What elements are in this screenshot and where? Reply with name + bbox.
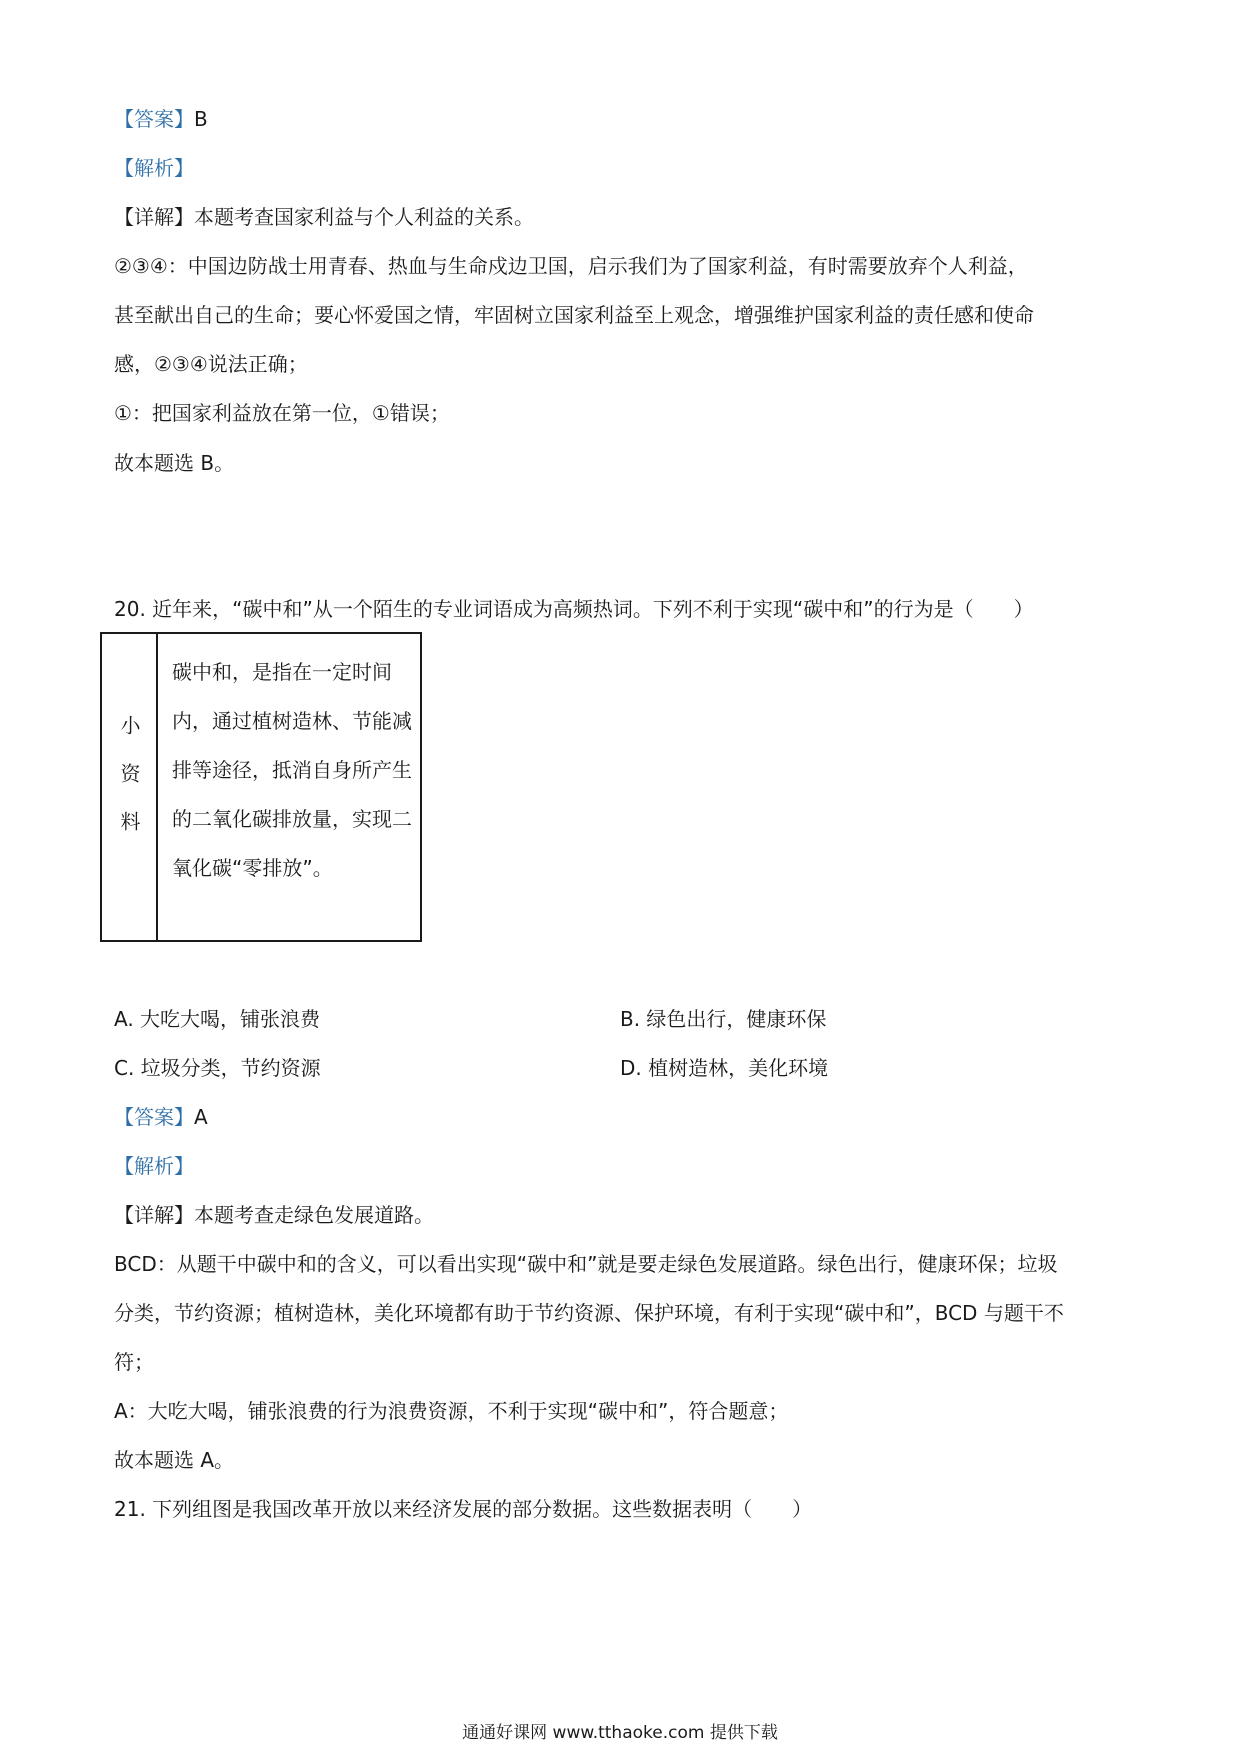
option-a[interactable]: A. 大吃大喝，铺张浪费 (114, 1007, 321, 1031)
option-b[interactable]: B. 绿色出行，健康环保 (620, 1007, 827, 1031)
question-stem-20: 20. 近年来，“碳中和”从一个陌生的专业词语成为高频热词。下列不利于实现“碳中和”的行为是（ ） (114, 597, 1034, 621)
info-box-label: 小资料 (117, 715, 141, 859)
paragraph-line: 分类，节约资源；植树造林，美化环境都有助于节约资源、保护环境，有利于实现“碳中和”，BCD 与题干不 (114, 1301, 1064, 1325)
info-box-label-cell (102, 634, 158, 940)
paragraph-line: BCD：从题干中碳中和的含义，可以看出实现“碳中和”就是要走绿色发展道路。绿色出行，健康环保；垃圾 (114, 1252, 1058, 1276)
option-d[interactable]: D. 植树造林，美化环境 (620, 1056, 829, 1080)
answer-value: A (194, 1105, 208, 1129)
answer-tag: 【答案】 (114, 107, 194, 131)
info-box-text: 碳中和，是指在一定时间内，通过植树造林、节能减排等途径，抵消自身所产生的二氧化碳排放量，实现二氧化碳“零排放”。 (172, 660, 412, 880)
analysis-tag: 【解析】 (114, 156, 194, 180)
conclusion-line: 故本题选 B。 (114, 451, 235, 475)
paragraph-line: A：大吃大喝，铺张浪费的行为浪费资源，不利于实现“碳中和”，符合题意； (114, 1399, 789, 1423)
answer-tag: 【答案】 (114, 1105, 194, 1129)
detail-line: 【详解】本题考查走绿色发展道路。 (114, 1203, 434, 1227)
paragraph-line: 符； (114, 1350, 154, 1374)
page-footer: 通通好课网 www.tthaoke.com 提供下载 (462, 1723, 778, 1743)
conclusion-line: 故本题选 A。 (114, 1448, 235, 1472)
info-box (100, 632, 422, 942)
detail-line: 【详解】本题考查国家利益与个人利益的关系。 (114, 205, 534, 229)
paragraph-line: ①：把国家利益放在第一位，①错误； (114, 401, 450, 425)
paragraph-line: 感，②③④说法正确； (114, 352, 308, 376)
paragraph-line: 甚至献出自己的生命；要心怀爱国之情，牢固树立国家利益至上观念，增强维护国家利益的责任感和使命 (114, 303, 1034, 327)
paragraph-line: ②③④：中国边防战士用青春、热血与生命戍边卫国，启示我们为了国家利益，有时需要放弃个人利益， (114, 254, 1028, 278)
answer-line-20 (114, 1104, 208, 1130)
question-stem-21: 21. 下列组图是我国改革开放以来经济发展的部分数据。这些数据表明（ ） (114, 1497, 813, 1521)
analysis-tag: 【解析】 (114, 1154, 194, 1178)
answer-line-19 (114, 106, 208, 132)
option-c[interactable]: C. 垃圾分类，节约资源 (114, 1056, 321, 1080)
answer-value: B (194, 107, 208, 131)
